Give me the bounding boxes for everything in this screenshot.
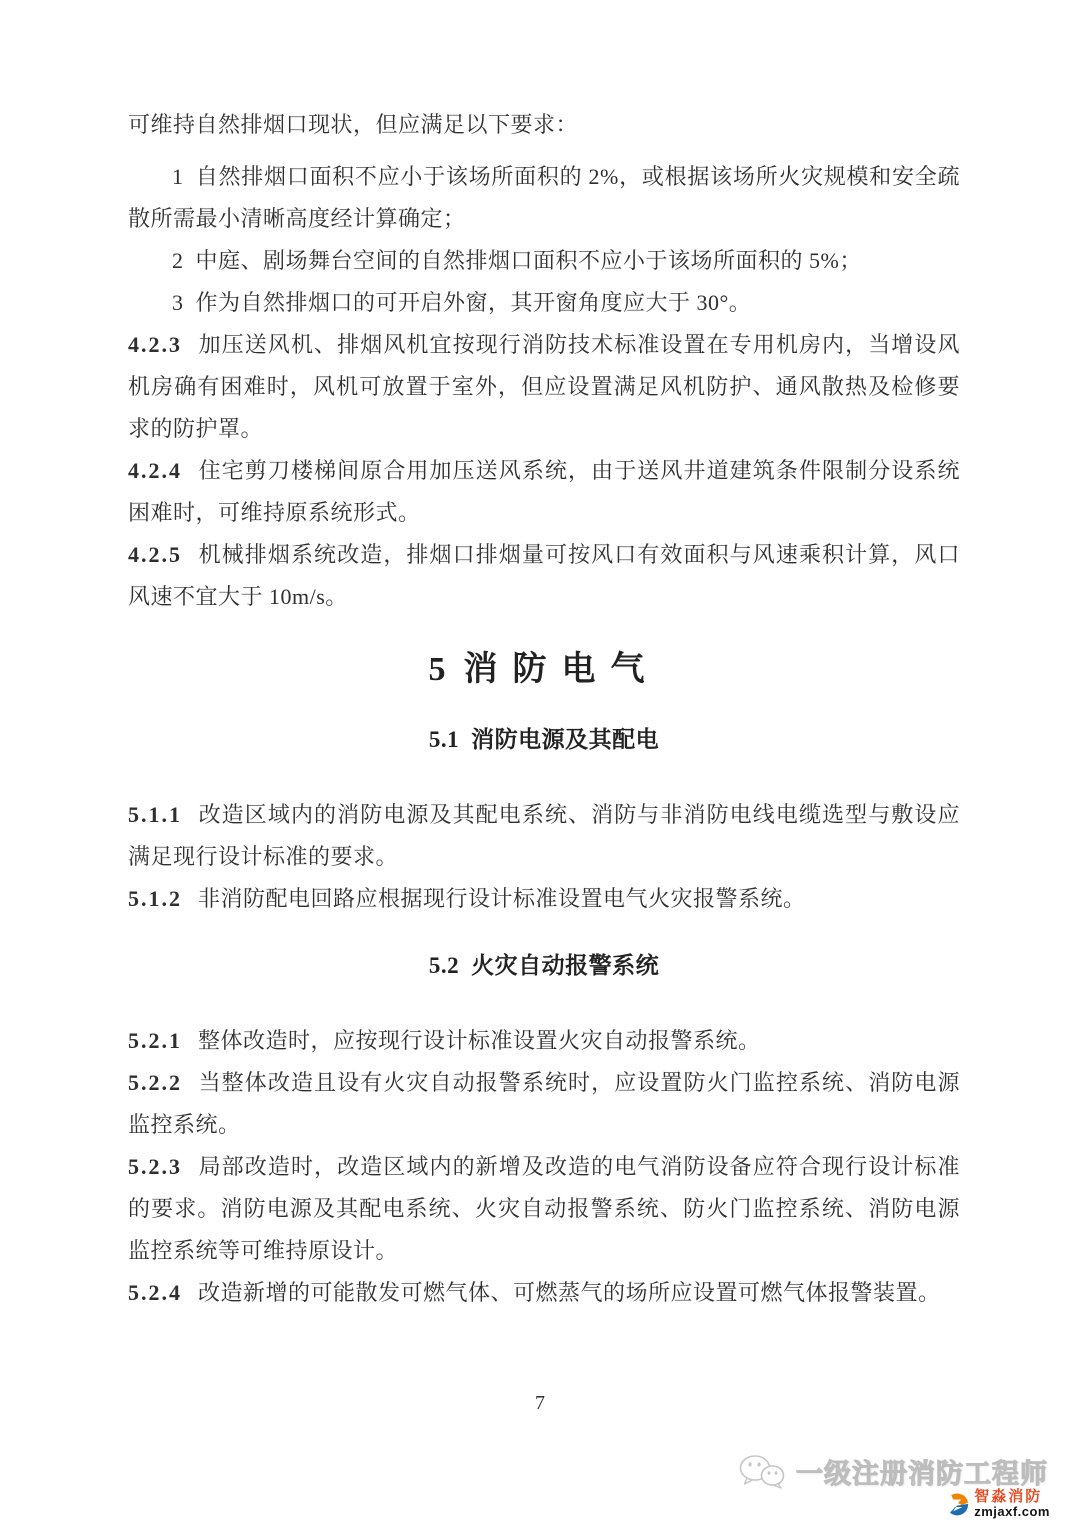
clause-number: 5.1.1	[128, 802, 182, 827]
numbered-item-2	[128, 240, 960, 282]
item-text: 中庭、剧场舞台空间的自然排烟口面积不应小于该场所面积的 5%；	[195, 248, 862, 273]
wechat-watermark	[738, 1452, 1048, 1491]
clause-text: 整体改造时，应按现行设计标准设置火灾自动报警系统。	[198, 1028, 761, 1053]
clause-number: 4.2.5	[128, 542, 182, 567]
clause-4-2-5	[128, 534, 960, 618]
item-text: 自然排烟口面积不应小于该场所面积的 2%，或根据该场所火灾规模和安全疏散所需最小清晰高度经计算确定；	[128, 164, 960, 231]
clause-5-2-3	[128, 1146, 960, 1272]
clause-5-1-2	[128, 878, 960, 920]
clause-text: 住宅剪刀楼梯间原合用加压送风系统，由于送风井道建筑条件限制分设系统困难时，可维持原系统形式。	[128, 458, 960, 525]
clause-number: 5.2.1	[128, 1028, 182, 1053]
clause-5-2-1	[128, 1020, 960, 1062]
wechat-icon	[738, 1454, 786, 1490]
clause-number: 5.1.2	[128, 886, 182, 911]
clause-number: 5.2.2	[128, 1070, 182, 1095]
wechat-watermark-label: 一级注册消防工程师	[796, 1459, 1048, 1489]
clause-5-2-2	[128, 1062, 960, 1146]
clause-number: 5.2.4	[128, 1280, 182, 1305]
document-body	[128, 104, 960, 1314]
section-5-2-heading	[128, 948, 960, 984]
clause-text: 当整体改造且设有火灾自动报警系统时，应设置防火门监控系统、消防电源监控系统。	[128, 1070, 960, 1137]
item-number: 2	[172, 248, 184, 273]
section-title-text: 火灾自动报警系统	[471, 953, 660, 978]
clause-5-1-1	[128, 794, 960, 878]
chapter-title	[128, 642, 960, 698]
clause-4-2-3	[128, 324, 960, 450]
numbered-item-1	[128, 156, 960, 240]
clause-text: 改造区域内的消防电源及其配电系统、消防与非消防电线电缆选型与敷设应满足现行设计标准的要求。	[128, 802, 960, 869]
zhimiao-brand-watermark	[945, 1489, 1050, 1519]
section-number: 5.2	[428, 953, 460, 978]
clause-number: 5.2.3	[128, 1154, 182, 1179]
paragraph-continuation: 可维持自然排烟口现状，但应满足以下要求：	[128, 112, 579, 137]
section-5-1-heading	[128, 722, 960, 758]
clause-text: 局部改造时，改造区域内的新增及改造的电气消防设备应符合现行设计标准的要求。消防电源及其配电系统、火灾自动报警系统、防火门监控系统、消防电源监控系统等可维持原设计。	[128, 1154, 960, 1263]
clause-text: 机械排烟系统改造，排烟口排烟量可按风口有效面积与风速乘积计算，风口风速不宜大于 10m/s。	[128, 542, 960, 609]
section-number: 5.1	[428, 727, 460, 752]
clause-4-2-4	[128, 450, 960, 534]
numbered-item-3	[128, 282, 960, 324]
chapter-number: 5	[428, 651, 446, 688]
page-number: 7	[535, 1392, 545, 1414]
item-number: 3	[172, 290, 184, 315]
section-title-text: 消防电源及其配电	[471, 727, 660, 752]
clause-text: 加压送风机、排烟风机宜按现行消防技术标准设置在专用机房内，当增设风机房确有困难时，风机可放置于室外，但应设置满足风机防护、通风散热及检修要求的防护罩。	[128, 332, 960, 441]
clause-text: 非消防配电回路应根据现行设计标准设置电气火灾报警系统。	[198, 886, 806, 911]
clause-number: 4.2.4	[128, 458, 182, 483]
item-text: 作为自然排烟口的可开启外窗，其开窗角度应大于 30°。	[195, 290, 752, 315]
brand-url: zmjaxf.com	[974, 1504, 1050, 1519]
clause-text: 改造新增的可能散发可燃气体、可燃蒸气的场所应设置可燃气体报警装置。	[198, 1280, 941, 1305]
item-number: 1	[172, 164, 184, 189]
chapter-title-text: 消防电气	[463, 651, 660, 688]
clause-number: 4.2.3	[128, 332, 182, 357]
brand-name: 智淼消防	[974, 1488, 1043, 1505]
clause-5-2-4	[128, 1272, 960, 1314]
zhimiao-logo-icon	[945, 1492, 970, 1517]
